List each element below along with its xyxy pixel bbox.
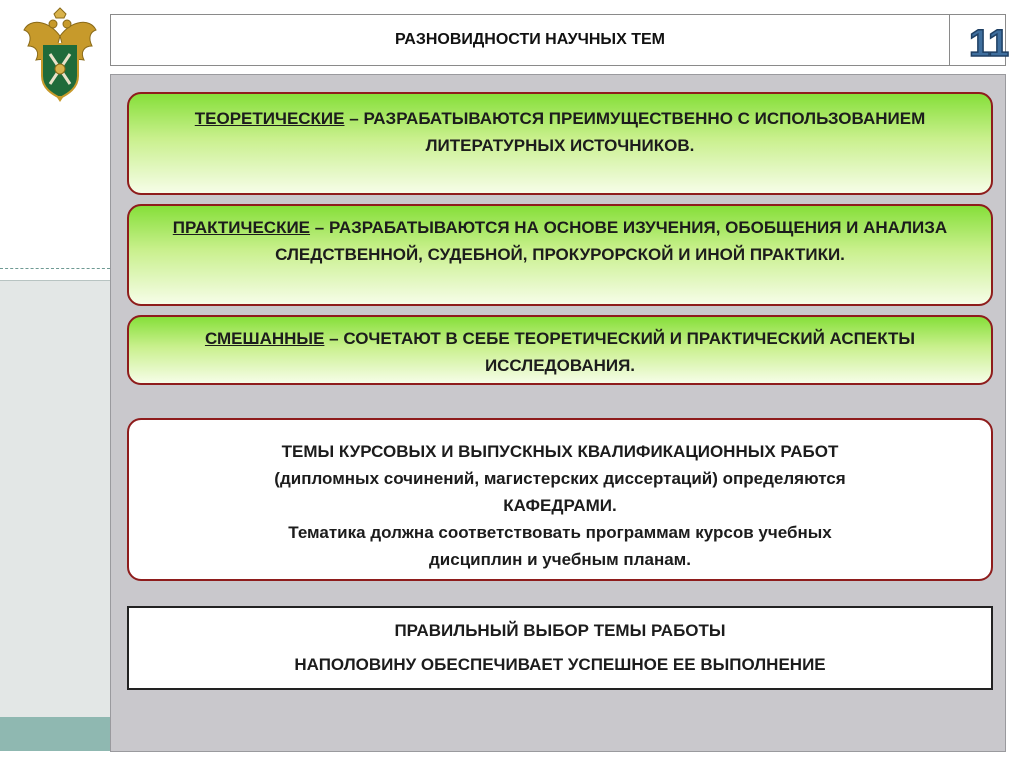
sidebar-divider: [0, 268, 110, 269]
note-line-1: ТЕМЫ КУРСОВЫХ И ВЫПУСКНЫХ КВАЛИФИКАЦИОННЫХ РАБОТ: [281, 442, 839, 461]
sidebar-teal-strip: [0, 717, 110, 751]
slide-number-text: 11: [969, 23, 1010, 65]
slide-title: РАЗНОВИДНОСТИ НАУЧНЫХ ТЕМ: [395, 31, 665, 48]
note-line-3: КАФЕДРАМИ.: [503, 496, 617, 515]
theoretical-description: РАЗРАБАТЫВАЮТСЯ ПРЕИМУЩЕСТВЕННО С ИСПОЛЬЗОВАНИЕМ ЛИТЕРАТУРНЫХ ИСТОЧНИКОВ.: [363, 109, 926, 155]
slide-header: [110, 14, 1010, 66]
slide-number-badge: [963, 19, 1010, 65]
mixed-term: СМЕШАННЫЕ: [204, 329, 325, 348]
sidebar-grey-block: [0, 280, 110, 718]
coursework-topics-box: [127, 418, 993, 581]
header-divider: [949, 15, 950, 65]
note-line-4: Тематика должна соответствовать программам курсов учебных: [288, 523, 832, 542]
practical-term: ПРАКТИЧЕСКИЕ: [172, 218, 311, 237]
practical-description: РАЗРАБАТЫВАЮТСЯ НА ОСНОВЕ ИЗУЧЕНИЯ, ОБОБЩЕНИЯ И АНАЛИЗА СЛЕДСТВЕННОЙ, СУДЕБНОЙ, ПРОКУРОРСКОЙ И ИНОЙ ПРАКТИКИ.: [275, 218, 948, 264]
left-sidebar-panel: [0, 0, 110, 767]
practical-topic-box: [127, 204, 993, 306]
number-badge-icon: [966, 20, 1010, 65]
note-line-5: дисциплин и учебным планам.: [429, 550, 691, 569]
conclusion-box: [127, 606, 993, 690]
theoretical-topic-box: [127, 92, 993, 195]
practical-dash: –: [314, 218, 325, 237]
theoretical-term: ТЕОРЕТИЧЕСКИЕ: [194, 109, 345, 128]
mixed-dash: –: [329, 329, 339, 348]
theoretical-dash: –: [349, 109, 359, 128]
mixed-description: СОЧЕТАЮТ В СЕБЕ ТЕОРЕТИЧЕСКИЙ И ПРАКТИЧЕСКИЙ АСПЕКТЫ ИССЛЕДОВАНИЯ.: [343, 329, 916, 375]
note-line-2: (дипломных сочинений, магистерских диссертаций) определяются: [274, 469, 846, 488]
mixed-topic-box: [127, 315, 993, 385]
conclusion-line-1: ПРАВИЛЬНЫЙ ВЫБОР ТЕМЫ РАБОТЫ: [394, 621, 726, 640]
coat-of-arms-emblem-icon: [20, 6, 100, 102]
conclusion-line-2: НАПОЛОВИНУ ОБЕСПЕЧИВАЕТ УСПЕШНОЕ ЕЕ ВЫПОЛНЕНИЕ: [294, 655, 826, 674]
